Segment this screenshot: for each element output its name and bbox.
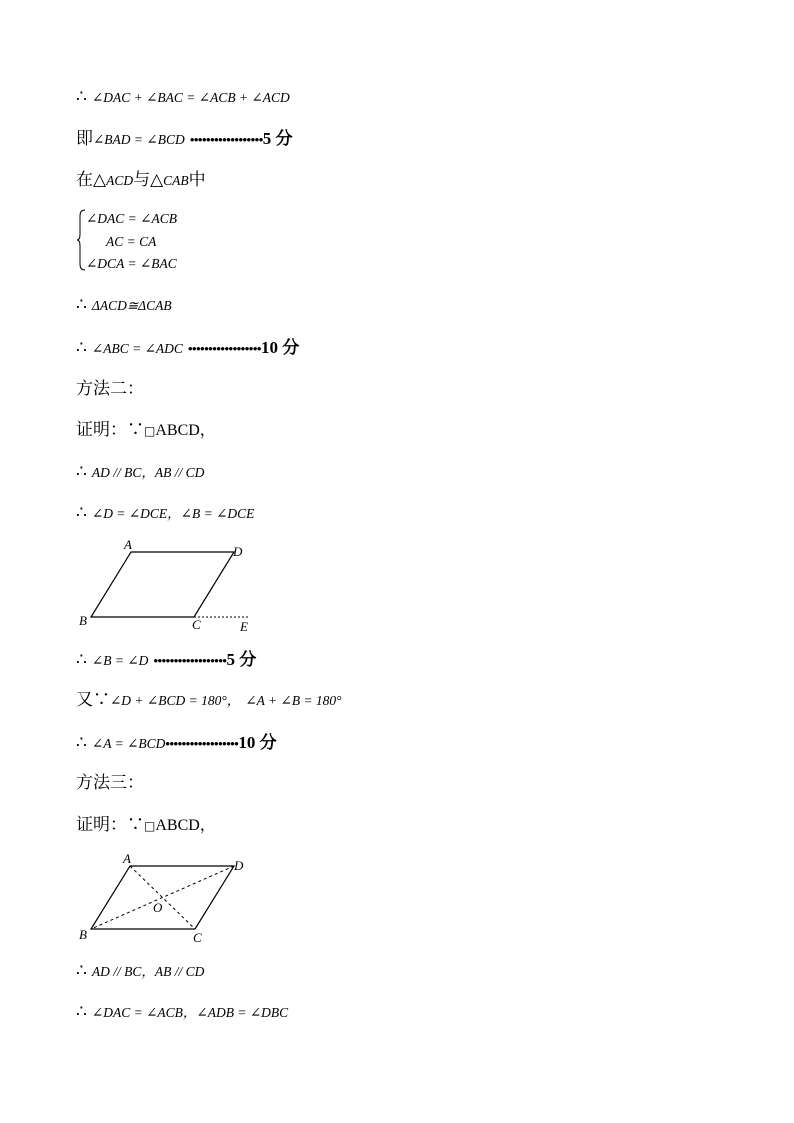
center-label-o: O <box>153 900 163 915</box>
score-label: 10 分 <box>238 733 277 752</box>
score-label: 10 分 <box>260 338 300 357</box>
text-fragment: 中 <box>188 170 206 190</box>
line-prefix: 又∵ <box>76 690 110 710</box>
parallelogram-figure-2 <box>74 850 264 948</box>
point-label-e: E <box>240 619 248 634</box>
method-3-heading: 方法三： <box>76 773 144 793</box>
vertex-label-a: A <box>124 537 132 552</box>
score-label: 5 分 <box>226 650 257 669</box>
congruence-statement: ΔACD≅ΔCAB <box>91 298 172 313</box>
angle-equation: ∠D = ∠DCE，∠B = ∠DCE <box>91 506 255 521</box>
therefore-symbol: ∴ <box>76 295 87 315</box>
angle-equation: ∠DAC + ∠BAC = ∠ACB + ∠ACD <box>91 90 290 105</box>
therefore-symbol: ∴ <box>76 87 87 107</box>
proof-line-6 <box>76 464 204 481</box>
angle-equation: ∠DAC = ∠ACB，∠ADB = ∠DBC <box>91 1005 289 1020</box>
proof-line-2 <box>76 130 293 148</box>
parallelogram-symbol: □ <box>144 819 156 833</box>
proof-line-4 <box>76 297 172 314</box>
therefore-symbol: ∴ <box>76 1002 87 1022</box>
triangle-name: CAB <box>163 173 189 188</box>
angle-equation: ∠D + ∠BCD = 180°， <box>110 693 241 708</box>
text-fragment: 与△ <box>133 170 164 190</box>
system-row: AC = CA <box>106 234 157 249</box>
therefore-symbol: ∴ <box>76 338 87 358</box>
vertex-label-d: D <box>233 544 243 559</box>
angle-equation: ∠A + ∠B = 180° <box>245 693 342 708</box>
angle-equation: ∠BAD = ∠BCD <box>93 132 185 147</box>
vertex-label-b: B <box>79 613 87 628</box>
proof-prefix: 证明：∵ <box>76 420 144 440</box>
therefore-symbol: ∴ <box>76 961 87 981</box>
score-leader-dots: •••••••••••••••••• <box>153 653 227 668</box>
angle-equation: ∠A = ∠BCD <box>91 736 166 751</box>
proof-line-3 <box>76 172 206 189</box>
proof-3-intro <box>76 817 216 834</box>
proof-line-8 <box>76 651 256 669</box>
proof-2-intro <box>76 422 216 439</box>
system-row: ∠DCA = ∠BAC <box>86 256 177 271</box>
score-leader-dots: •••••••••••••••••• <box>189 132 263 147</box>
equation-system <box>76 208 216 272</box>
therefore-symbol: ∴ <box>76 462 87 482</box>
therefore-symbol: ∴ <box>76 650 87 670</box>
proof-line-12 <box>76 1004 288 1021</box>
score-label: 5 分 <box>262 129 293 148</box>
figure-name: ABCD， <box>155 422 216 439</box>
parallel-statement: AD // BC，AB // CD <box>91 964 205 979</box>
figure-name: ABCD， <box>155 817 216 834</box>
therefore-symbol: ∴ <box>76 733 87 753</box>
proof-prefix: 证明：∵ <box>76 815 144 835</box>
score-leader-dots: •••••••••••••••••• <box>165 736 239 751</box>
angle-equation: ∠ABC = ∠ADC <box>91 341 183 356</box>
vertex-label-b: B <box>79 927 87 942</box>
vertex-label-c: C <box>193 930 202 945</box>
method-2-heading: 方法二： <box>76 379 144 399</box>
vertex-label-a: A <box>123 851 131 866</box>
parallelogram-figure-1 <box>74 536 264 636</box>
proof-line-1 <box>76 89 290 106</box>
proof-line-7 <box>76 505 254 522</box>
text-fragment: 在△ <box>76 170 107 190</box>
parallelogram-symbol: □ <box>144 424 156 438</box>
system-row: ∠DAC = ∠ACB <box>86 211 177 226</box>
triangle-name: ACD <box>106 173 134 188</box>
line-prefix: 即 <box>76 129 93 149</box>
therefore-symbol: ∴ <box>76 503 87 523</box>
vertex-label-c: C <box>192 617 201 632</box>
score-leader-dots: •••••••••••••••••• <box>188 341 261 356</box>
angle-equation: ∠B = ∠D <box>91 653 149 668</box>
parallel-statement: AD // BC，AB // CD <box>91 465 205 480</box>
proof-line-10 <box>76 734 277 752</box>
proof-line-11 <box>76 963 204 980</box>
proof-line-9 <box>76 692 342 709</box>
proof-line-5 <box>76 339 299 357</box>
vertex-label-d: D <box>234 858 244 873</box>
